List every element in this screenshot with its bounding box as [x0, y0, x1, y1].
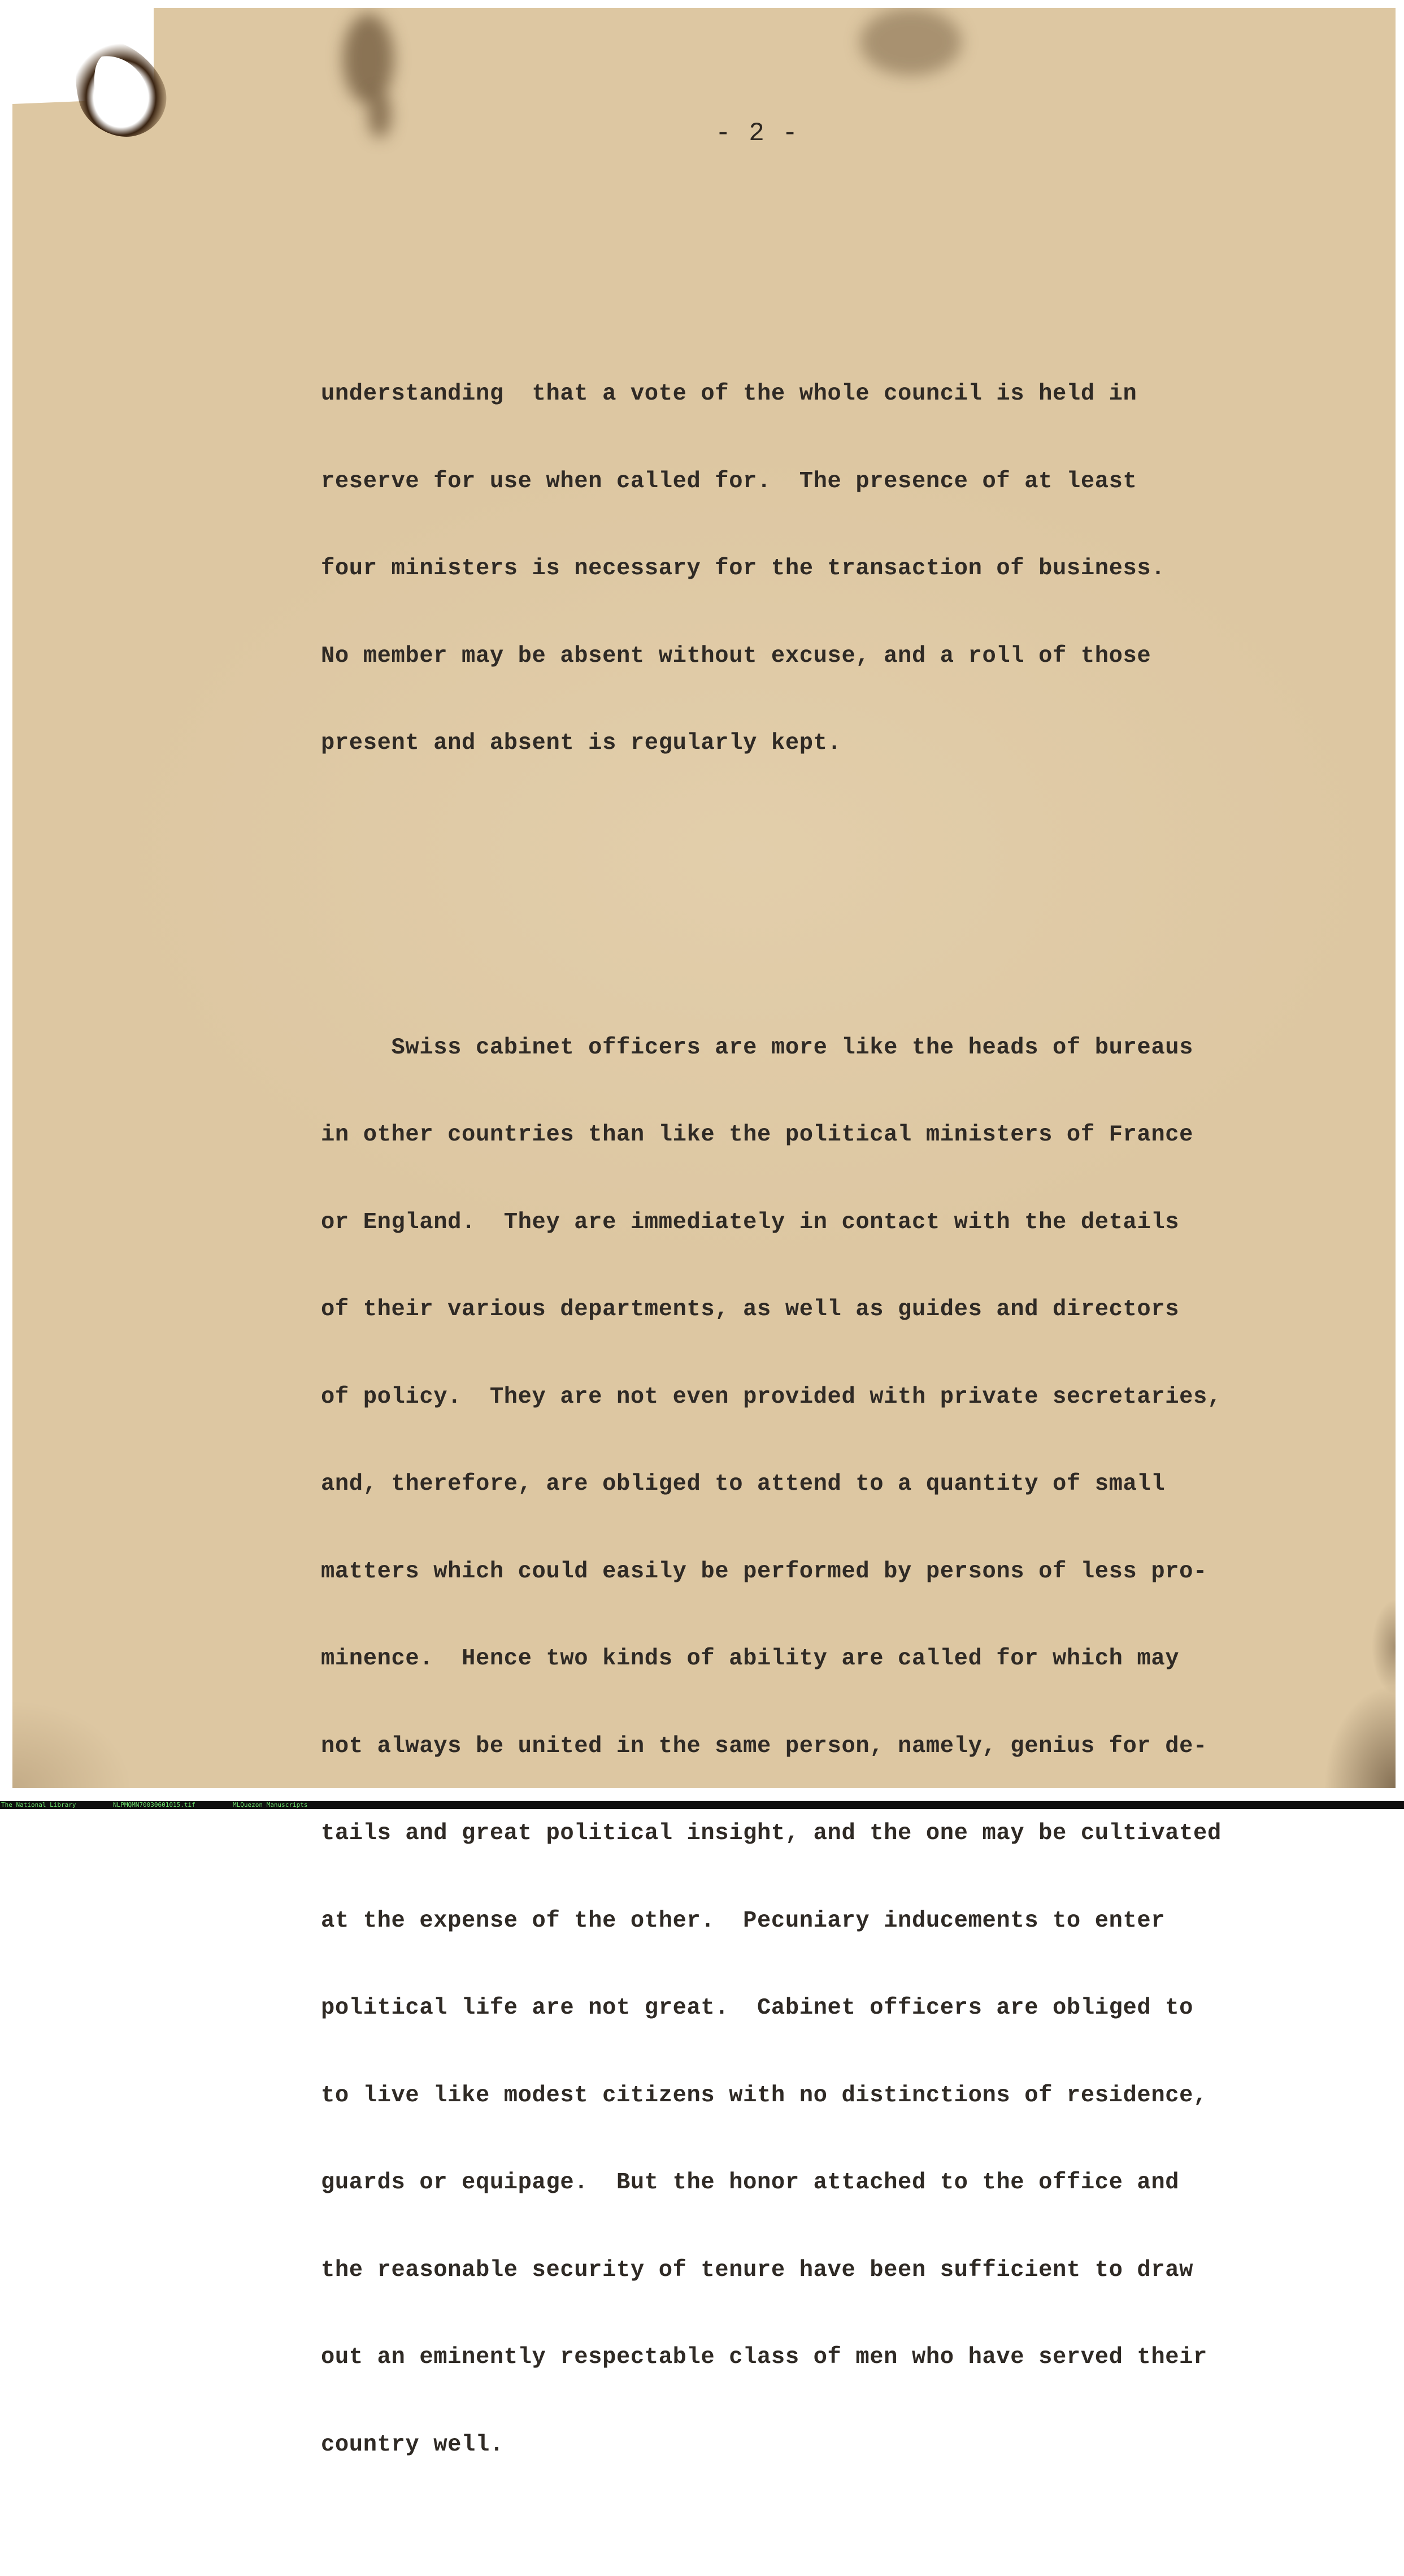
- text-line: present and absent is regularly kept.: [321, 730, 842, 756]
- footer-filename: NLPMQMN70030601015.tif: [113, 1801, 195, 1809]
- text-line: not always be united in the same person, namely, genius for de-: [321, 1733, 1207, 1759]
- paragraph: [321, 975, 1310, 2518]
- text-line: guards or equipage. But the honor attached to the office and: [321, 2170, 1180, 2196]
- text-line: understanding that a vote of the whole council is held in: [321, 381, 1137, 407]
- text-line: or England. They are immediately in contact with the details: [321, 1209, 1180, 1235]
- page-number: - 2 -: [715, 119, 799, 148]
- smudge-mark: [860, 8, 962, 76]
- text-line: minence. Hence two kinds of ability are called for which may: [321, 1646, 1180, 1672]
- smudge-mark: [368, 93, 391, 138]
- paragraph: [321, 322, 1310, 817]
- text-line: No member may be absent without excuse, and a roll of those: [321, 643, 1151, 669]
- smudge-mark: [343, 14, 394, 104]
- scan-footer-bar: [0, 1801, 1404, 1809]
- text-line: at the expense of the other. Pecuniary inducements to enter: [321, 1907, 1166, 1934]
- text-line: of their various departments, as well as guides and directors: [321, 1296, 1180, 1322]
- text-line: to live like modest citizens with no distinctions of residence,: [321, 2082, 1207, 2109]
- text-line: the reasonable security of tenure have been sufficient to draw: [321, 2257, 1194, 2283]
- text-line: out an eminently respectable class of men who have served their: [321, 2344, 1207, 2370]
- text-line: in other countries than like the political ministers of France: [321, 1122, 1194, 1148]
- footer-library: The National Library: [1, 1801, 76, 1809]
- paragraph-gap: [321, 875, 1310, 917]
- text-line: of policy. They are not even provided with private secretaries,: [321, 1384, 1222, 1410]
- footer-collection: MLQuezon Manuscripts: [233, 1801, 308, 1809]
- text-line: four ministers is necessary for the transaction of business.: [321, 556, 1166, 582]
- torn-corner-stain: [68, 34, 192, 147]
- document-body: [321, 263, 1310, 2576]
- text-line: Swiss cabinet officers are more like the heads of bureaus: [321, 1034, 1194, 1061]
- text-line: reserve for use when called for. The presence of at least: [321, 468, 1137, 495]
- text-line: matters which could easily be performed by persons of less pro-: [321, 1558, 1207, 1585]
- text-line: political life are not great. Cabinet officers are obliged to: [321, 1995, 1194, 2021]
- text-line: tails and great political insight, and the one may be cultivated: [321, 1820, 1222, 1846]
- text-line: and, therefore, are obliged to attend to a quantity of small: [321, 1471, 1166, 1497]
- text-line: country well.: [321, 2431, 504, 2458]
